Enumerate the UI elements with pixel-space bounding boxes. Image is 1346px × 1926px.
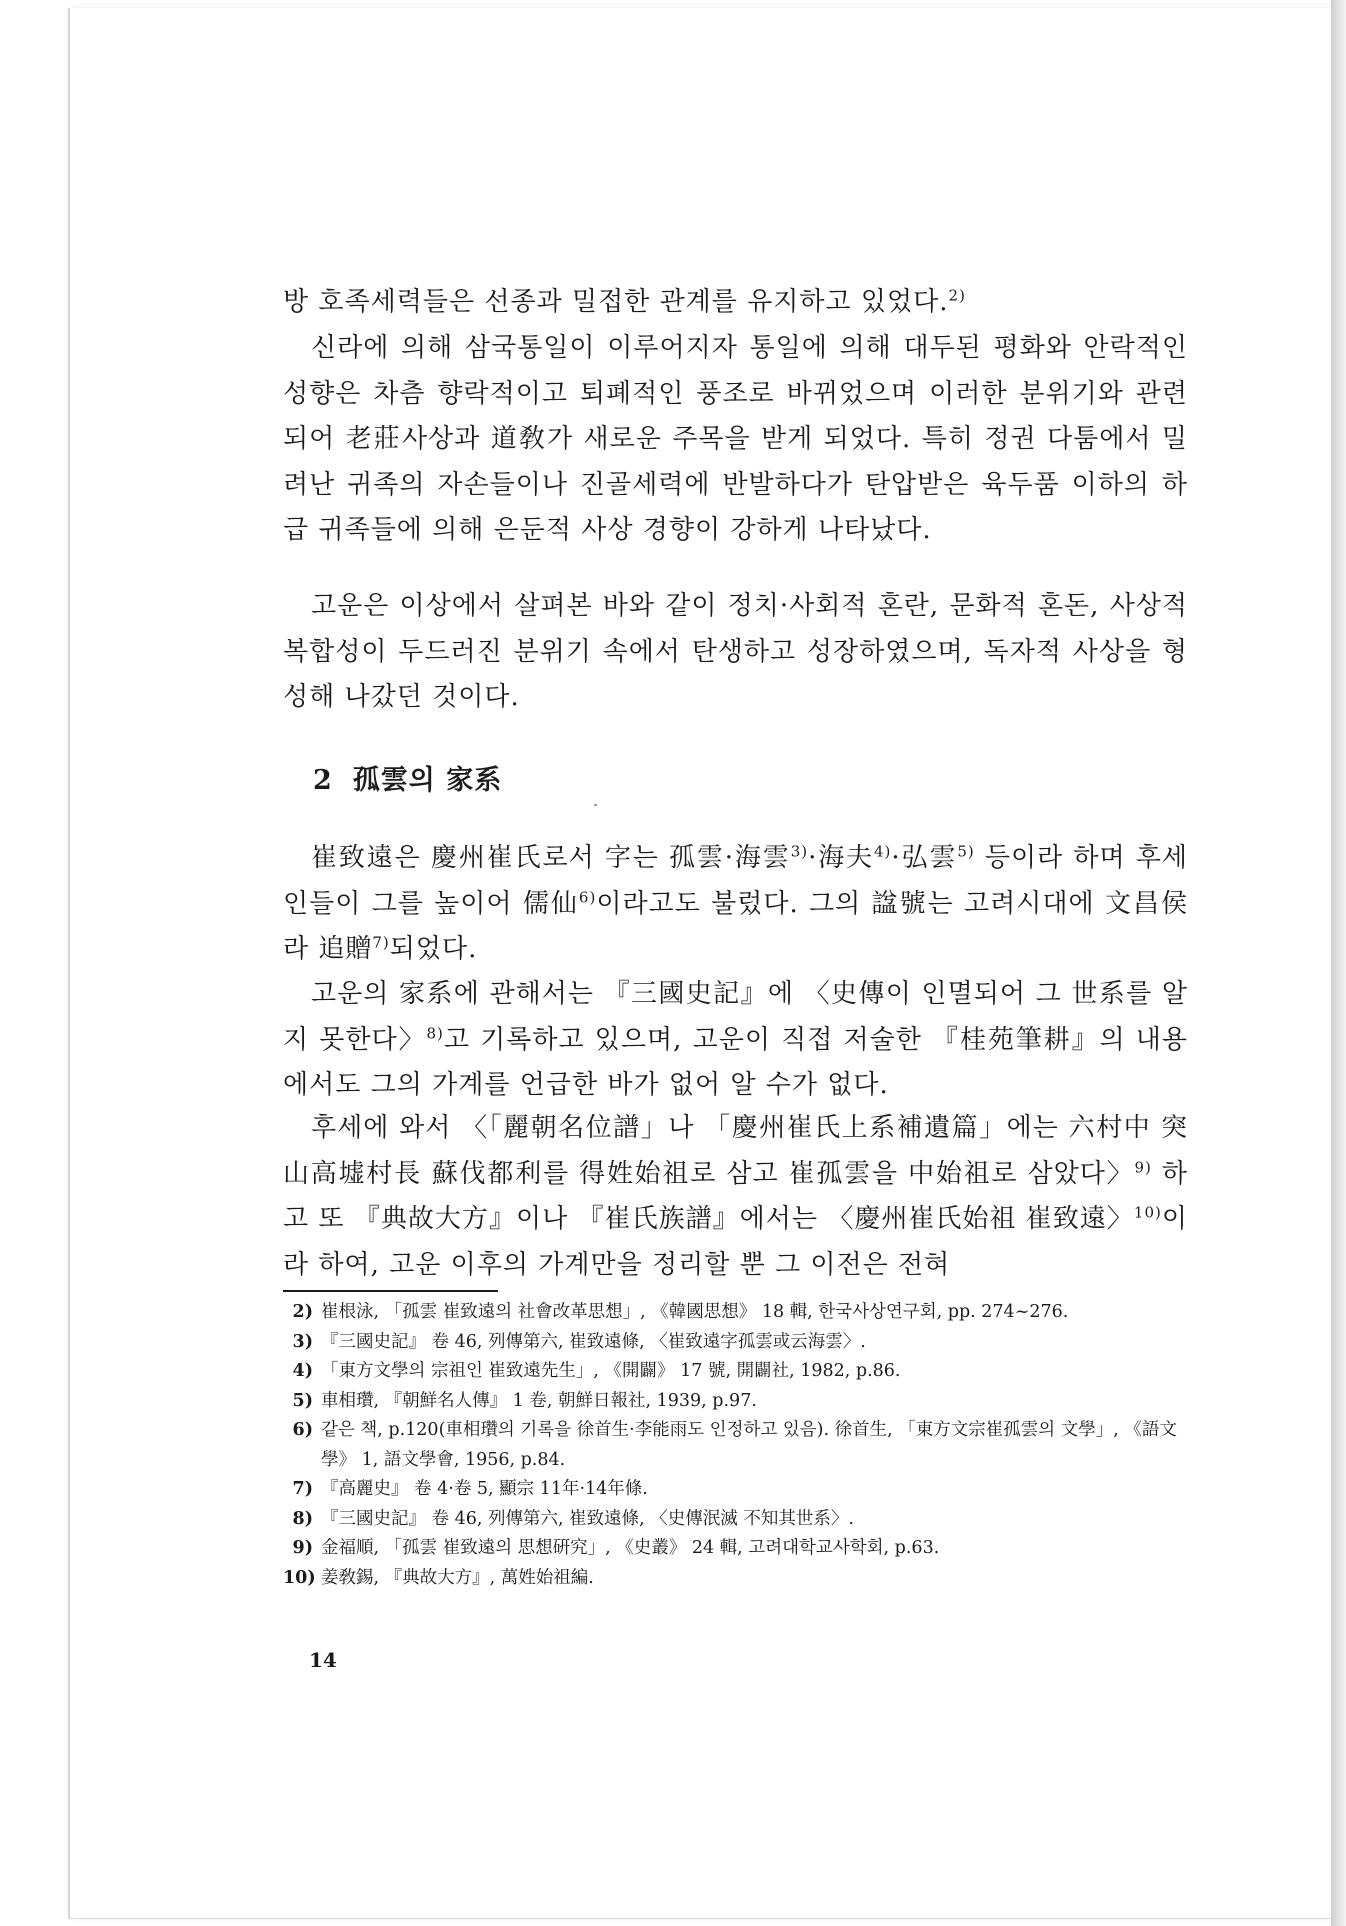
- footnote-ref[interactable]: 10): [1133, 1203, 1162, 1222]
- footnote-ref[interactable]: 4): [874, 842, 892, 861]
- section-heading: [313, 758, 502, 797]
- footnote-item: [283, 1387, 1193, 1417]
- footnote-number: 10): [283, 1567, 316, 1588]
- footnote-text: 『三國史記』 卷 46, 列傳第六, 崔致遠條, 〈崔致遠字孤雲或云海雲〉.: [321, 1331, 866, 1352]
- paragraph-text: 고운은 이상에서 살펴본 바와 같이 정치·사회적 혼란, 문화적 혼돈, 사상적 복합성이 두드러진 분위기 속에서 탄생하고 성장하였으며, 독자적 사상을 형성해 나갔던 것이다.: [283, 591, 1188, 712]
- footnote-text: 崔根泳, 「孤雲 崔致遠의 社會改革思想」, 《韓國思想》 18 輯, 한국사상연구회, pp. 274~276.: [321, 1302, 1069, 1322]
- footnote-list: [283, 1298, 1193, 1593]
- footnote-item: [283, 1505, 1193, 1535]
- text-run: 후세에 와서 〈「麗朝名位譜」나 「慶州崔氏上系補遺篇」에는 六村中 突山高墟村長 蘇伐都利를 得姓始祖로 삼고 崔孤雲을 中始祖로 삼았다〉: [283, 1113, 1188, 1189]
- text-run: 이라고도 불렀다. 그의 諡號는 고려시대에 文昌侯라 追贈: [283, 888, 1188, 964]
- text-run: 등이라 하며 후세인들이 그를 높이어 儒仙: [283, 843, 1189, 919]
- paragraph-continuation: [283, 280, 1188, 326]
- footnote-number: 3): [292, 1331, 313, 1352]
- text-run: ·海夫: [808, 843, 875, 873]
- footnote-ref[interactable]: 2): [948, 286, 966, 305]
- paragraph-text: 신라에 의해 삼국통일이 이루어지자 통일에 의해 대두된 평화와 안락적인 성향은 차츰 향락적이고 퇴폐적인 풍조로 바뀌었으며 이러한 분위기와 관련되어 老莊사상과 道敎가 새로운 주목을 받게 되었다. 특히 정권 다툼에서 밀려난 귀족의 자손들이나 진골세력에 반발하다가 탄압받은 육두품 이하의 하급 귀족들에 의해 은둔적 사상 경향이 강하게 나타났다.: [283, 333, 1188, 545]
- text-run: 고 기록하고 있으며, 고운이 직접 저술한 『桂苑筆耕』의 내용에서도 그의 가계를 언급한 바가 없어 알 수가 없다.: [283, 1024, 1189, 1100]
- paragraph-text: 방 호족세력들은 선종과 밀접한 관계를 유지하고 있었다.: [283, 287, 949, 317]
- footnote-item: [283, 1564, 1193, 1594]
- footnote-item: [283, 1357, 1193, 1387]
- footnote-text: 『三國史記』 卷 46, 列傳第六, 崔致遠條, 〈史傳泯滅 不知其世系〉.: [321, 1508, 854, 1529]
- section-title: 孤雲의 家系: [352, 765, 503, 796]
- footnote-ref[interactable]: 6): [578, 887, 597, 906]
- footnote-ref[interactable]: 7): [372, 933, 390, 952]
- paragraph-later-records: [283, 1106, 1188, 1288]
- footnote-number: 6): [292, 1420, 313, 1440]
- text-run: 이라 하여, 고운 이후의 가계만을 정리할 뿐 그 이전은 전혀: [283, 1204, 1188, 1280]
- scan-speck: [594, 804, 597, 806]
- footnote-ref[interactable]: 5): [957, 842, 975, 861]
- footnote-text: 「東方文學의 宗祖인 崔致遠先生」, 《開闢》 17 號, 開闢社, 1982, p.86.: [321, 1361, 901, 1381]
- text-run: ·弘雲: [891, 843, 958, 873]
- footnote-number: 5): [292, 1390, 313, 1411]
- footnote-number: 9): [292, 1538, 313, 1558]
- text-run: 하고 또 『典故大方』이나 『崔氏族譜』에서는 〈慶州崔氏始祖 崔致遠〉: [283, 1158, 1188, 1234]
- footnote-item: [283, 1475, 1193, 1505]
- footnote-item: [283, 1328, 1193, 1358]
- page-number: 14: [309, 1648, 337, 1672]
- footnote-item: [283, 1416, 1193, 1475]
- section-number: 2: [313, 765, 333, 796]
- footnote-ref[interactable]: 9): [1134, 1157, 1152, 1176]
- viewer-edge-shadow: [1331, 0, 1346, 1926]
- paragraph-family-line: [283, 972, 1188, 1109]
- footnote-ref[interactable]: 8): [426, 1023, 444, 1042]
- paragraph-choi-chiwon: [283, 836, 1188, 973]
- text-run: 되었다.: [389, 934, 478, 964]
- paragraph-goun-summary: [283, 584, 1188, 721]
- footnote-text: 같은 책, p.120(車相瓚의 기록을 徐首生·李能雨도 인정하고 있음). 徐首生, 「東方文宗崔孤雲의 文學」, 《語文學》 1, 語文學會, 1956, p.84.: [321, 1420, 1177, 1470]
- footnote-number: 4): [292, 1361, 313, 1381]
- footnote-text: 車相瓚, 『朝鮮名人傳』 1 卷, 朝鮮日報社, 1939, p.97.: [321, 1390, 757, 1411]
- text-run: 崔致遠은 慶州崔氏로서 字는 孤雲·海雲: [311, 843, 791, 873]
- footnote-text: 『高麗史』 卷 4·卷 5, 顯宗 11年·14年條.: [321, 1479, 648, 1499]
- text-run: 고운의 家系에 관해서는 『三國史記』에 〈史傳이 인멸되어 그 世系를 알지 못한다〉: [283, 979, 1188, 1055]
- paragraph-silla: [283, 326, 1188, 554]
- footnote-text: 姜敎錫, 『典故大方』, 萬姓始祖編.: [321, 1567, 594, 1588]
- footnote-number: 7): [292, 1479, 313, 1499]
- footnote-number: 8): [292, 1508, 313, 1529]
- footnote-ref[interactable]: 3): [790, 842, 809, 861]
- footnote-divider: [283, 1290, 498, 1292]
- footnote-number: 2): [292, 1302, 313, 1322]
- footnote-item: [283, 1298, 1193, 1328]
- footnote-item: [283, 1534, 1193, 1564]
- footnote-text: 金福順, 「孤雲 崔致遠의 思想硏究」, 《史叢》 24 輯, 고려대학교사학회, p.63.: [321, 1538, 940, 1558]
